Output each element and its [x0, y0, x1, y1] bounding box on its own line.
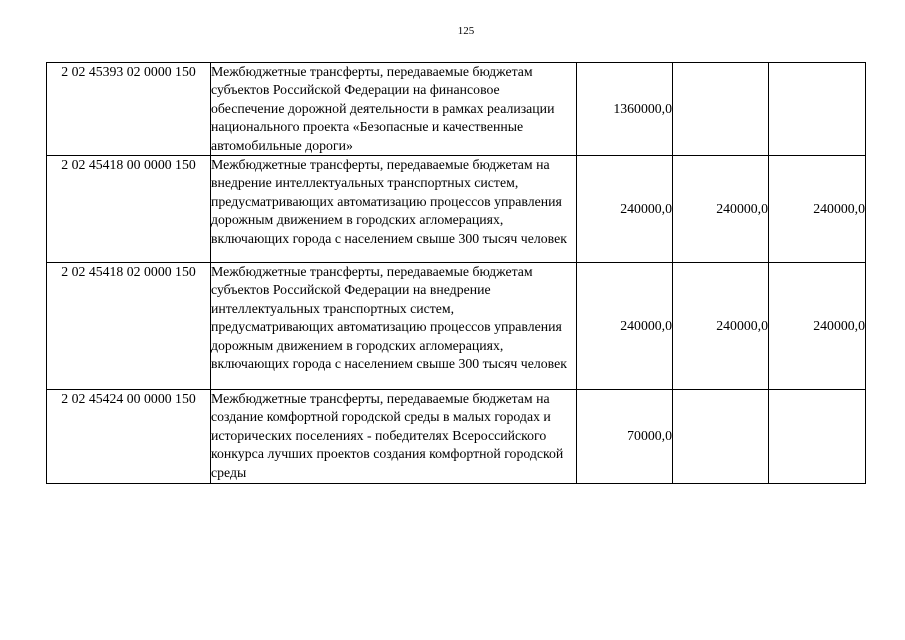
table-row	[47, 390, 866, 484]
amount-cell: 240000,0	[769, 263, 866, 390]
table-row	[47, 156, 866, 263]
amount-cell: 240000,0	[673, 263, 769, 390]
amount-cell: 240000,0	[769, 156, 866, 263]
budget-code-cell: 2 02 45418 00 0000 150	[47, 156, 211, 263]
amount-cell	[769, 63, 866, 156]
description-cell: Межбюджетные трансферты, передаваемые бюджетам на создание комфортной городской среды в малых городах и исторических поселениях - победителях Всероссийского конкурса лучших проектов создания комфортной городской среды	[211, 390, 577, 484]
amount-cell	[673, 63, 769, 156]
amount-cell: 240000,0	[577, 263, 673, 390]
description-cell: Межбюджетные трансферты, передаваемые бюджетам субъектов Российской Федерации на внедрение интеллектуальных транспортных систем, предусматривающих автоматизацию процессов управления дорожным движением в городских агломерациях, включающих города с населением свыше 300 тысяч человек	[211, 263, 577, 390]
amount-cell	[673, 390, 769, 484]
budget-table	[46, 62, 866, 484]
amount-cell: 1360000,0	[577, 63, 673, 156]
amount-cell: 70000,0	[577, 390, 673, 484]
amount-cell: 240000,0	[673, 156, 769, 263]
budget-code-cell: 2 02 45418 02 0000 150	[47, 263, 211, 390]
amount-cell: 240000,0	[577, 156, 673, 263]
page-number: 125	[457, 25, 475, 37]
table-row	[47, 63, 866, 156]
budget-code-cell: 2 02 45424 00 0000 150	[47, 390, 211, 484]
table-row	[47, 263, 866, 390]
description-cell: Межбюджетные трансферты, передаваемые бюджетам на внедрение интеллектуальных транспортных систем, предусматривающих автоматизацию процессов управления дорожным движением в городских агломерациях, включающих города с населением свыше 300 тысяч человек	[211, 156, 577, 263]
description-cell: Межбюджетные трансферты, передаваемые бюджетам субъектов Российской Федерации на финансовое обеспечение дорожной деятельности в рамках реализации национального проекта «Безопасные и качественные автомобильные дороги»	[211, 63, 577, 156]
amount-cell	[769, 390, 866, 484]
budget-code-cell: 2 02 45393 02 0000 150	[47, 63, 211, 156]
